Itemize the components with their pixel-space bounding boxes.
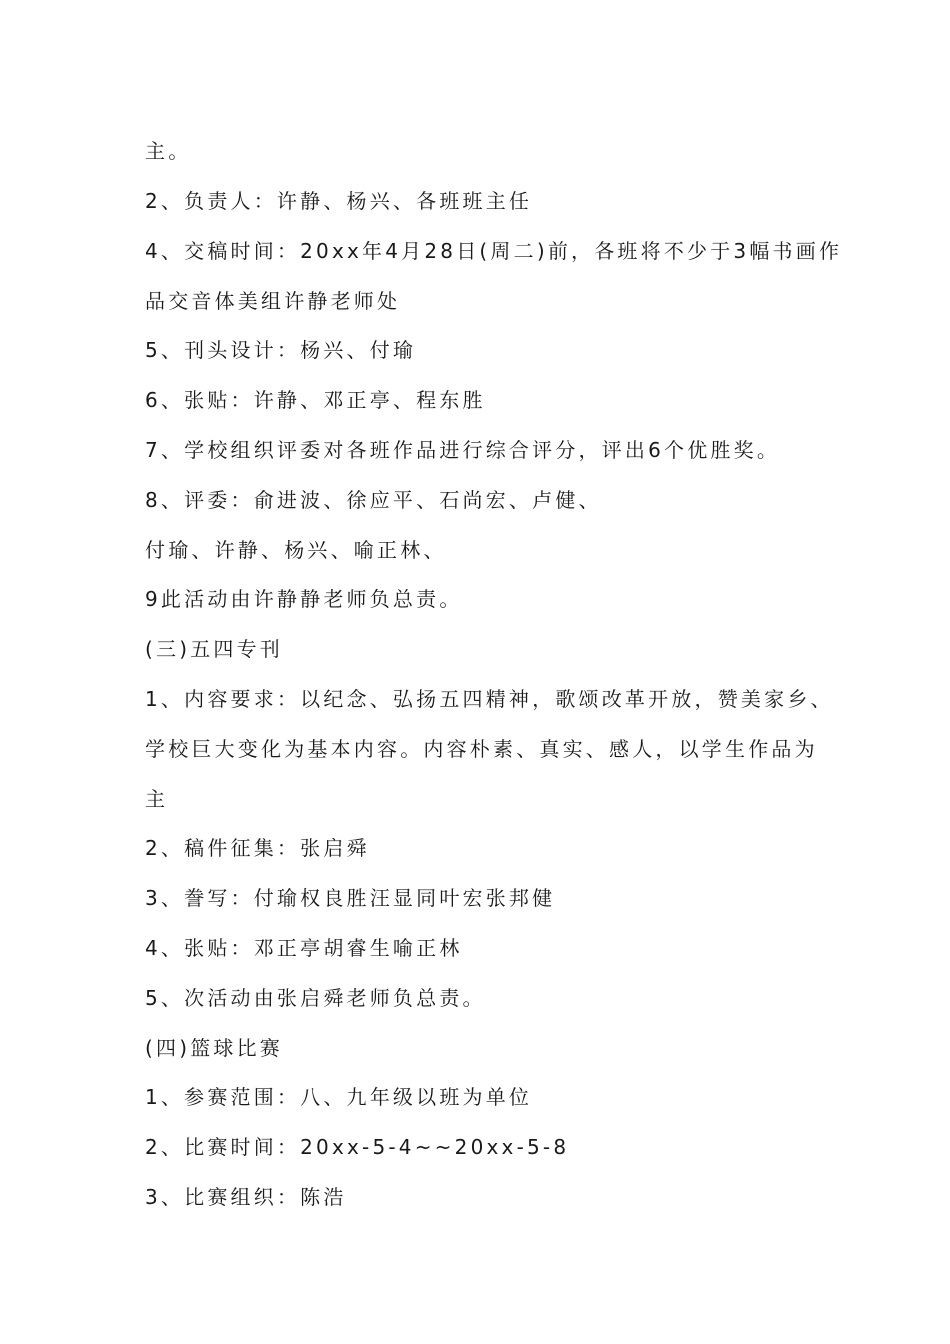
section-heading: (三)五四专刊 (145, 637, 284, 661)
text-line: 5、次活动由张启舜老师负总责。 (145, 986, 486, 1010)
text-line: 8、评委：俞进波、徐应平、石尚宏、卢健、 (145, 488, 602, 512)
text-line: 9此活动由许静静老师负总责。 (145, 587, 463, 611)
text-line: 7、学校组织评委对各班作品进行综合评分，评出6个优胜奖。 (145, 438, 781, 462)
text-line: 3、誊写：付瑜权良胜汪显同叶宏张邦健 (145, 886, 556, 910)
text-line: 主 (145, 787, 169, 811)
text-line: 2、负责人：许静、杨兴、各班班主任 (145, 189, 533, 213)
text-line: 付瑜、许静、杨兴、喻正林、 (145, 538, 447, 562)
text-line: 1、内容要求：以纪念、弘扬五四精神，歌颂改革开放，赞美家乡、 (145, 687, 834, 711)
text-line: 3、比赛组织：陈浩 (145, 1185, 347, 1209)
text-line: 6、张贴：许静、邓正亭、程东胜 (145, 388, 486, 412)
text-line: 2、稿件征集：张启舜 (145, 836, 370, 860)
text-line: 学校巨大变化为基本内容。内容朴素、真实、感人，以学生作品为 (145, 737, 818, 761)
text-line: 5、刊头设计：杨兴、付瑜 (145, 338, 417, 362)
text-line: 2、比赛时间：20xx-5-4~~20xx-5-8 (145, 1135, 570, 1159)
text-line: 1、参赛范围：八、九年级以班为单位 (145, 1085, 533, 1109)
section-heading: (四)篮球比赛 (145, 1036, 284, 1060)
text-line: 品交音体美组许静老师处 (145, 289, 401, 313)
text-line: 主。 (145, 139, 192, 163)
text-line: 4、张贴：邓正亭胡睿生喻正林 (145, 936, 463, 960)
text-line: 4、交稿时间：20xx年4月28日(周二)前，各班将不少于3幅书画作 (145, 239, 843, 263)
